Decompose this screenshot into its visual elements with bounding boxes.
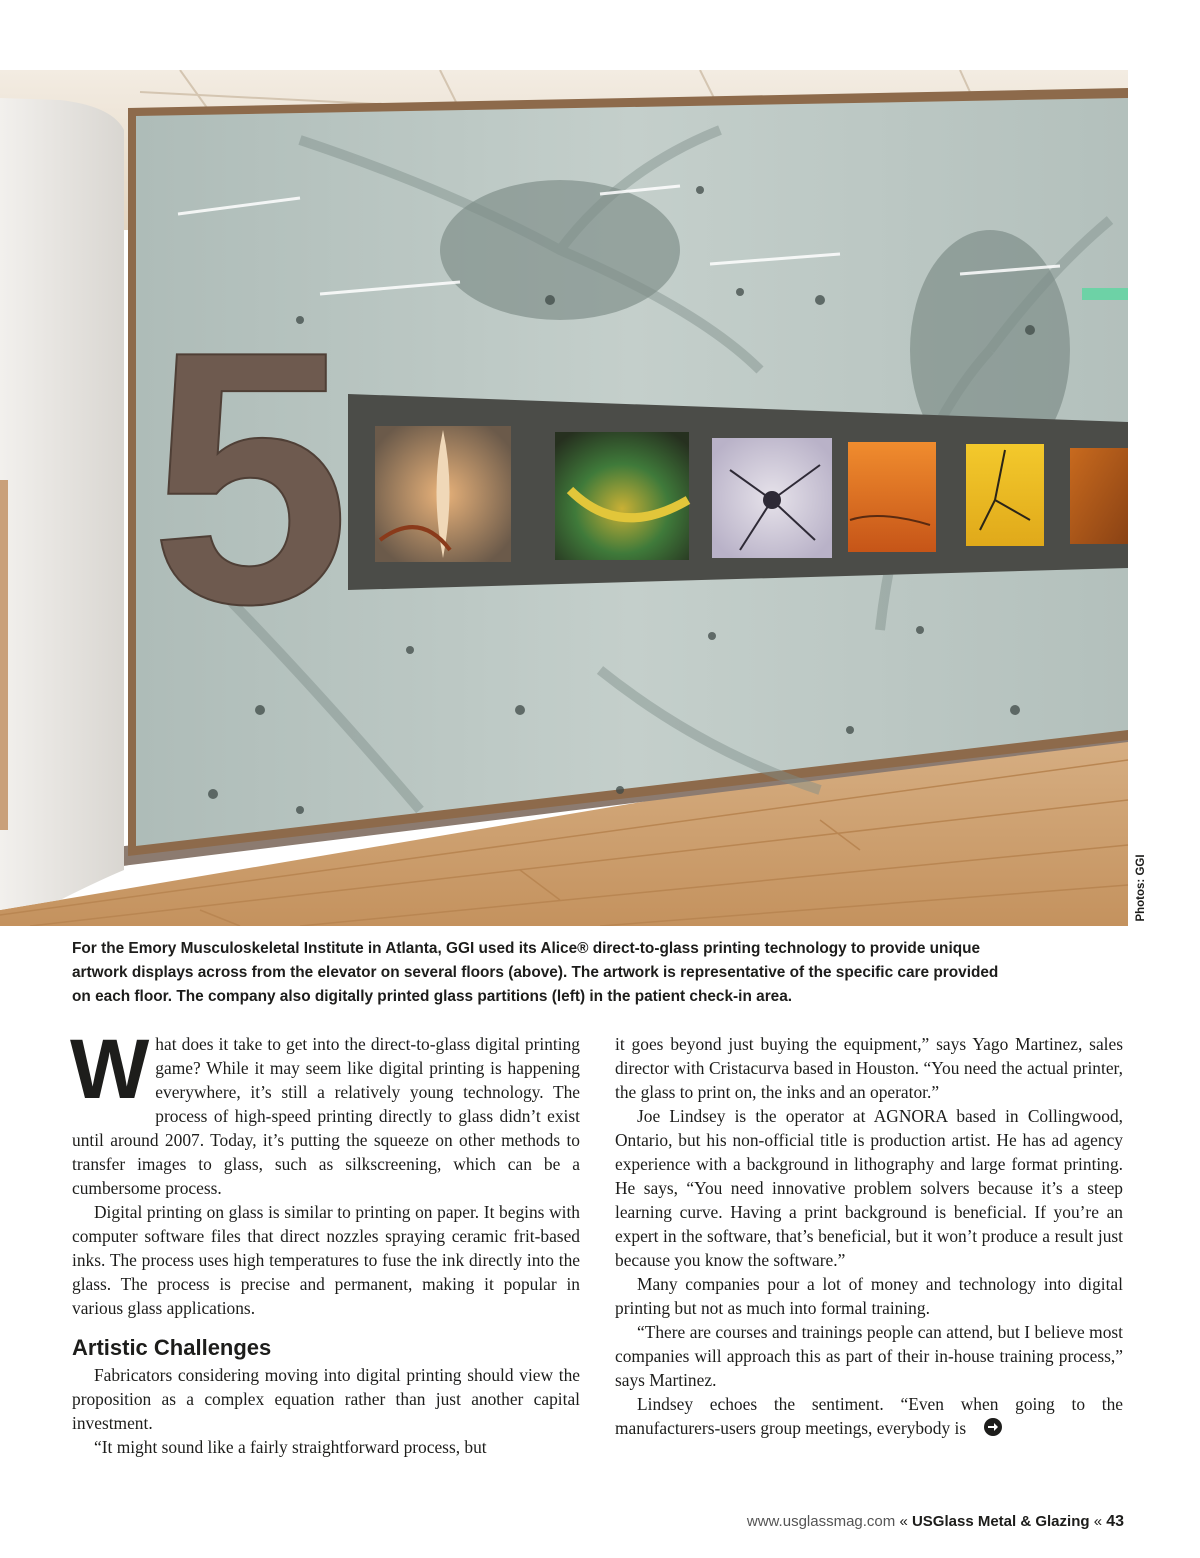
footer-url: www.usglassmag.com	[746, 1513, 896, 1530]
article-paragraph: Digital printing on glass is similar to printing on paper. It begins with computer software files that direct nozzles spraying ceramic frit-based inks. The process uses high temperatures to fuse the ink directly into the glass. The process is precise and permanent, making it popular in various glass applications.	[72, 1202, 580, 1318]
footer-separator: «	[1093, 1513, 1103, 1530]
article-paragraph: Many companies pour a lot of money and technology into digital printing but not as much into formal training.	[615, 1274, 1123, 1318]
article-paragraph: “There are courses and trainings people can attend, but I believe most companies will approach this as part of their in-house training process,” says Martinez.	[615, 1322, 1123, 1390]
article-column-left	[70, 1022, 580, 1459]
article-column-right	[615, 1032, 1123, 1440]
article-paragraph	[70, 1022, 580, 1200]
article-paragraph: Fabricators considering moving into digital printing should view the proposition as a complex equation rather than just another capital investment.	[72, 1365, 580, 1433]
photo-credit: Photos: GGI	[1135, 854, 1147, 922]
article-paragraph: it goes beyond just buying the equipment,” says Yago Martinez, sales director with Cristacurva based in Houston. “You need the actual printer, the glass to print on, the inks and an operator.”	[615, 1034, 1123, 1102]
footer-magazine: USGlass Metal & Glazing	[911, 1513, 1090, 1530]
caption-line: on each floor. The company also digitally printed glass partitions (left) in the patient check-in area.	[72, 988, 793, 1005]
page-footer	[747, 1513, 1124, 1531]
photo-caption	[72, 937, 1132, 1009]
article-paragraph	[615, 1392, 1123, 1440]
hero-photo	[0, 70, 1128, 926]
article-text: Lindsey echoes the sentiment. “Even when going to the manufacturers-users group meetings, everybody is	[615, 1394, 1123, 1438]
section-heading: Artistic Challenges	[72, 1335, 272, 1360]
page-number: 43	[1106, 1513, 1124, 1530]
caption-line: For the Emory Musculoskeletal Institute in Atlanta, GGI used its Alice® direct-to-glass printing technology to provide unique	[72, 940, 981, 957]
drop-cap: W	[70, 1022, 150, 1116]
footer-separator: «	[899, 1513, 908, 1530]
caption-line: artwork displays across from the elevator on several floors (above). The artwork is representative of the specific care provided	[72, 964, 999, 981]
article-paragraph: “It might sound like a fairly straightforward process, but	[94, 1437, 487, 1457]
article-paragraph: Joe Lindsey is the operator at AGNORA based in Collingwood, Ontario, but his non-official title is production artist. He has ad agency experience with a background in lithography and large format printing. He says, “You need innovative problem solvers because it’s a steep learning curve. Having a print background is beneficial. If you’re an expert in the software, that’s beneficial, but it won’t produce a result just because you know the software.”	[615, 1106, 1123, 1270]
floor-numeral: 5	[150, 277, 351, 679]
continued-arrow-icon	[984, 1418, 1002, 1436]
article-text: hat does it take to get into the direct-to-glass digital printing game? While it may seem like digital printing is happening everywhere, it’s still a relatively young technology. The process of high-speed printing directly to glass didn’t exist until around 2007. Today, it’s putting the squeeze on other methods to transfer images to glass, such as silkscreening, which can be a cumbersome process.	[72, 1034, 580, 1198]
